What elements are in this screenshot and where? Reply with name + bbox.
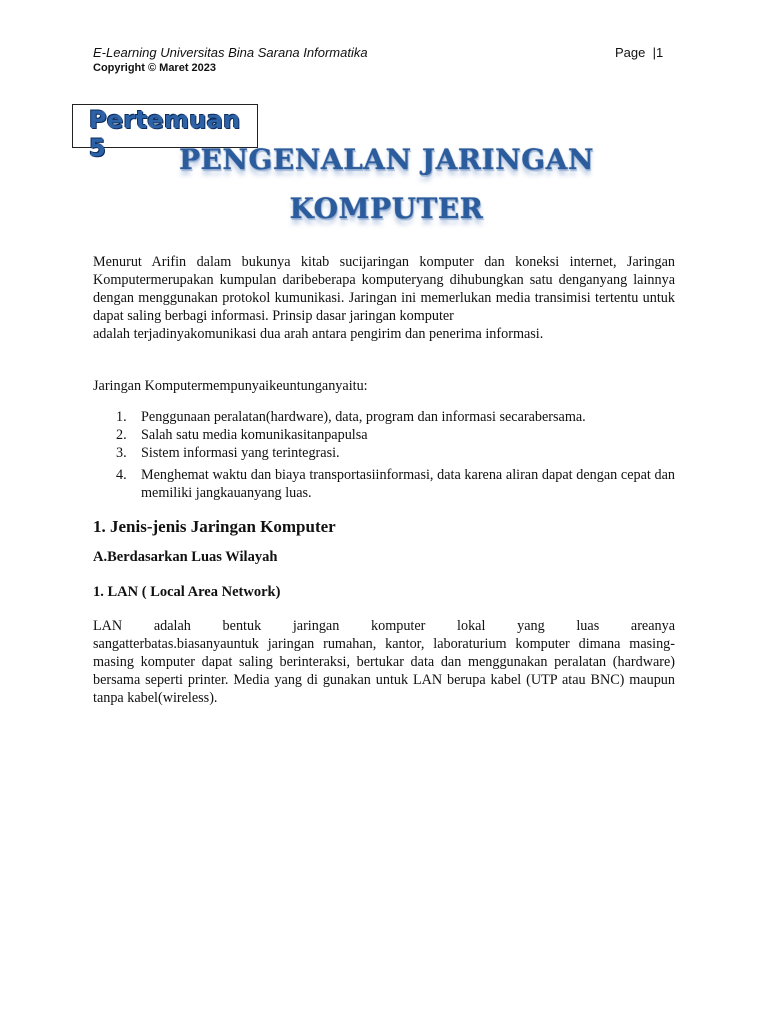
list-item-number: 4. (116, 467, 127, 483)
lan-word: LAN (93, 618, 123, 634)
list-item-text: Salah satu media komunikasitanpapulsa (141, 427, 368, 443)
subsubsection-heading: 1. LAN ( Local Area Network) (93, 584, 281, 600)
advantages-list (93, 408, 675, 502)
lan-word: yang (517, 618, 545, 634)
intro-last-line: adalah terjadinyakomunikasi dua arah antara pengirim dan penerima informasi. (93, 326, 544, 342)
lan-word: bentuk (222, 618, 262, 634)
lan-paragraph-rest: sangatterbatas.biasanyauntuk jaringan rumahan, kantor, laboraturium komputer dimana masing-masing komputer dapat saling berinteraksi, bertukar data dan menggunakan peralatan (hardware) bersama seperti printer. Media yang di gunakan untuk LAN berupa kabel (UTP atau BNC) maupun tanpa kabel(wireless). (93, 636, 675, 706)
header-copyright: Copyright © Maret 2023 (93, 62, 217, 74)
list-item-text: Menghemat waktu dan biaya transportasiinformasi, data karena aliran dapat dengan cepat dan memiliki jangkauanyang luas. (141, 467, 675, 501)
list-item-number: 2. (116, 427, 127, 443)
page-number: Page |1 (615, 45, 664, 60)
intro-paragraph-block (93, 253, 675, 343)
meeting-label-box (72, 104, 258, 162)
list-item (93, 444, 675, 462)
lan-word: komputer (371, 618, 426, 634)
lan-word: luas (576, 618, 600, 634)
header-title: E-Learning Universitas Bina Sarana Informatika (93, 45, 368, 60)
list-item-text: Penggunaan peralatan(hardware), data, program dan informasi secarabersama. (141, 409, 586, 425)
list-item-number: 3. (116, 445, 127, 461)
lan-word: lokal (457, 618, 486, 634)
intro-paragraph: Menurut Arifin dalam bukunya kitab sucijaringan komputer dan koneksi internet, Jaringan Komputermerupakan kumpulan daribeberapa komputeryang dihubungkan satu denganyang lainnya dengan menggunakan protokol kumunikasi. Jaringan ini memerlukan media transimisi tertentu untuk dapat saling berbagi informasi. Prinsip dasar jaringan komputer (93, 254, 675, 324)
lan-word: jaringan (292, 618, 340, 634)
lan-word: adalah (153, 618, 191, 634)
list-item (93, 466, 675, 502)
document-title-line1: PENGENALAN JARINGAN (179, 143, 594, 176)
list-item (93, 408, 675, 426)
advantages-intro: Jaringan Komputermempunyaikeuntunganyaitu: (93, 378, 368, 394)
lan-first-line (93, 617, 675, 635)
list-item-number: 1. (116, 409, 127, 425)
list-item-text: Sistem informasi yang terintegrasi. (141, 445, 340, 461)
section-heading: 1. Jenis-jenis Jaringan Komputer (93, 517, 336, 536)
meeting-label: Pertemuan 5 (89, 106, 241, 162)
page-header (93, 45, 368, 75)
document-title-line2: KOMPUTER (289, 192, 484, 225)
lan-paragraph (93, 617, 675, 707)
lan-word: areanya (630, 618, 675, 634)
list-item (93, 426, 675, 444)
subsection-heading: A.Berdasarkan Luas Wilayah (93, 549, 278, 565)
